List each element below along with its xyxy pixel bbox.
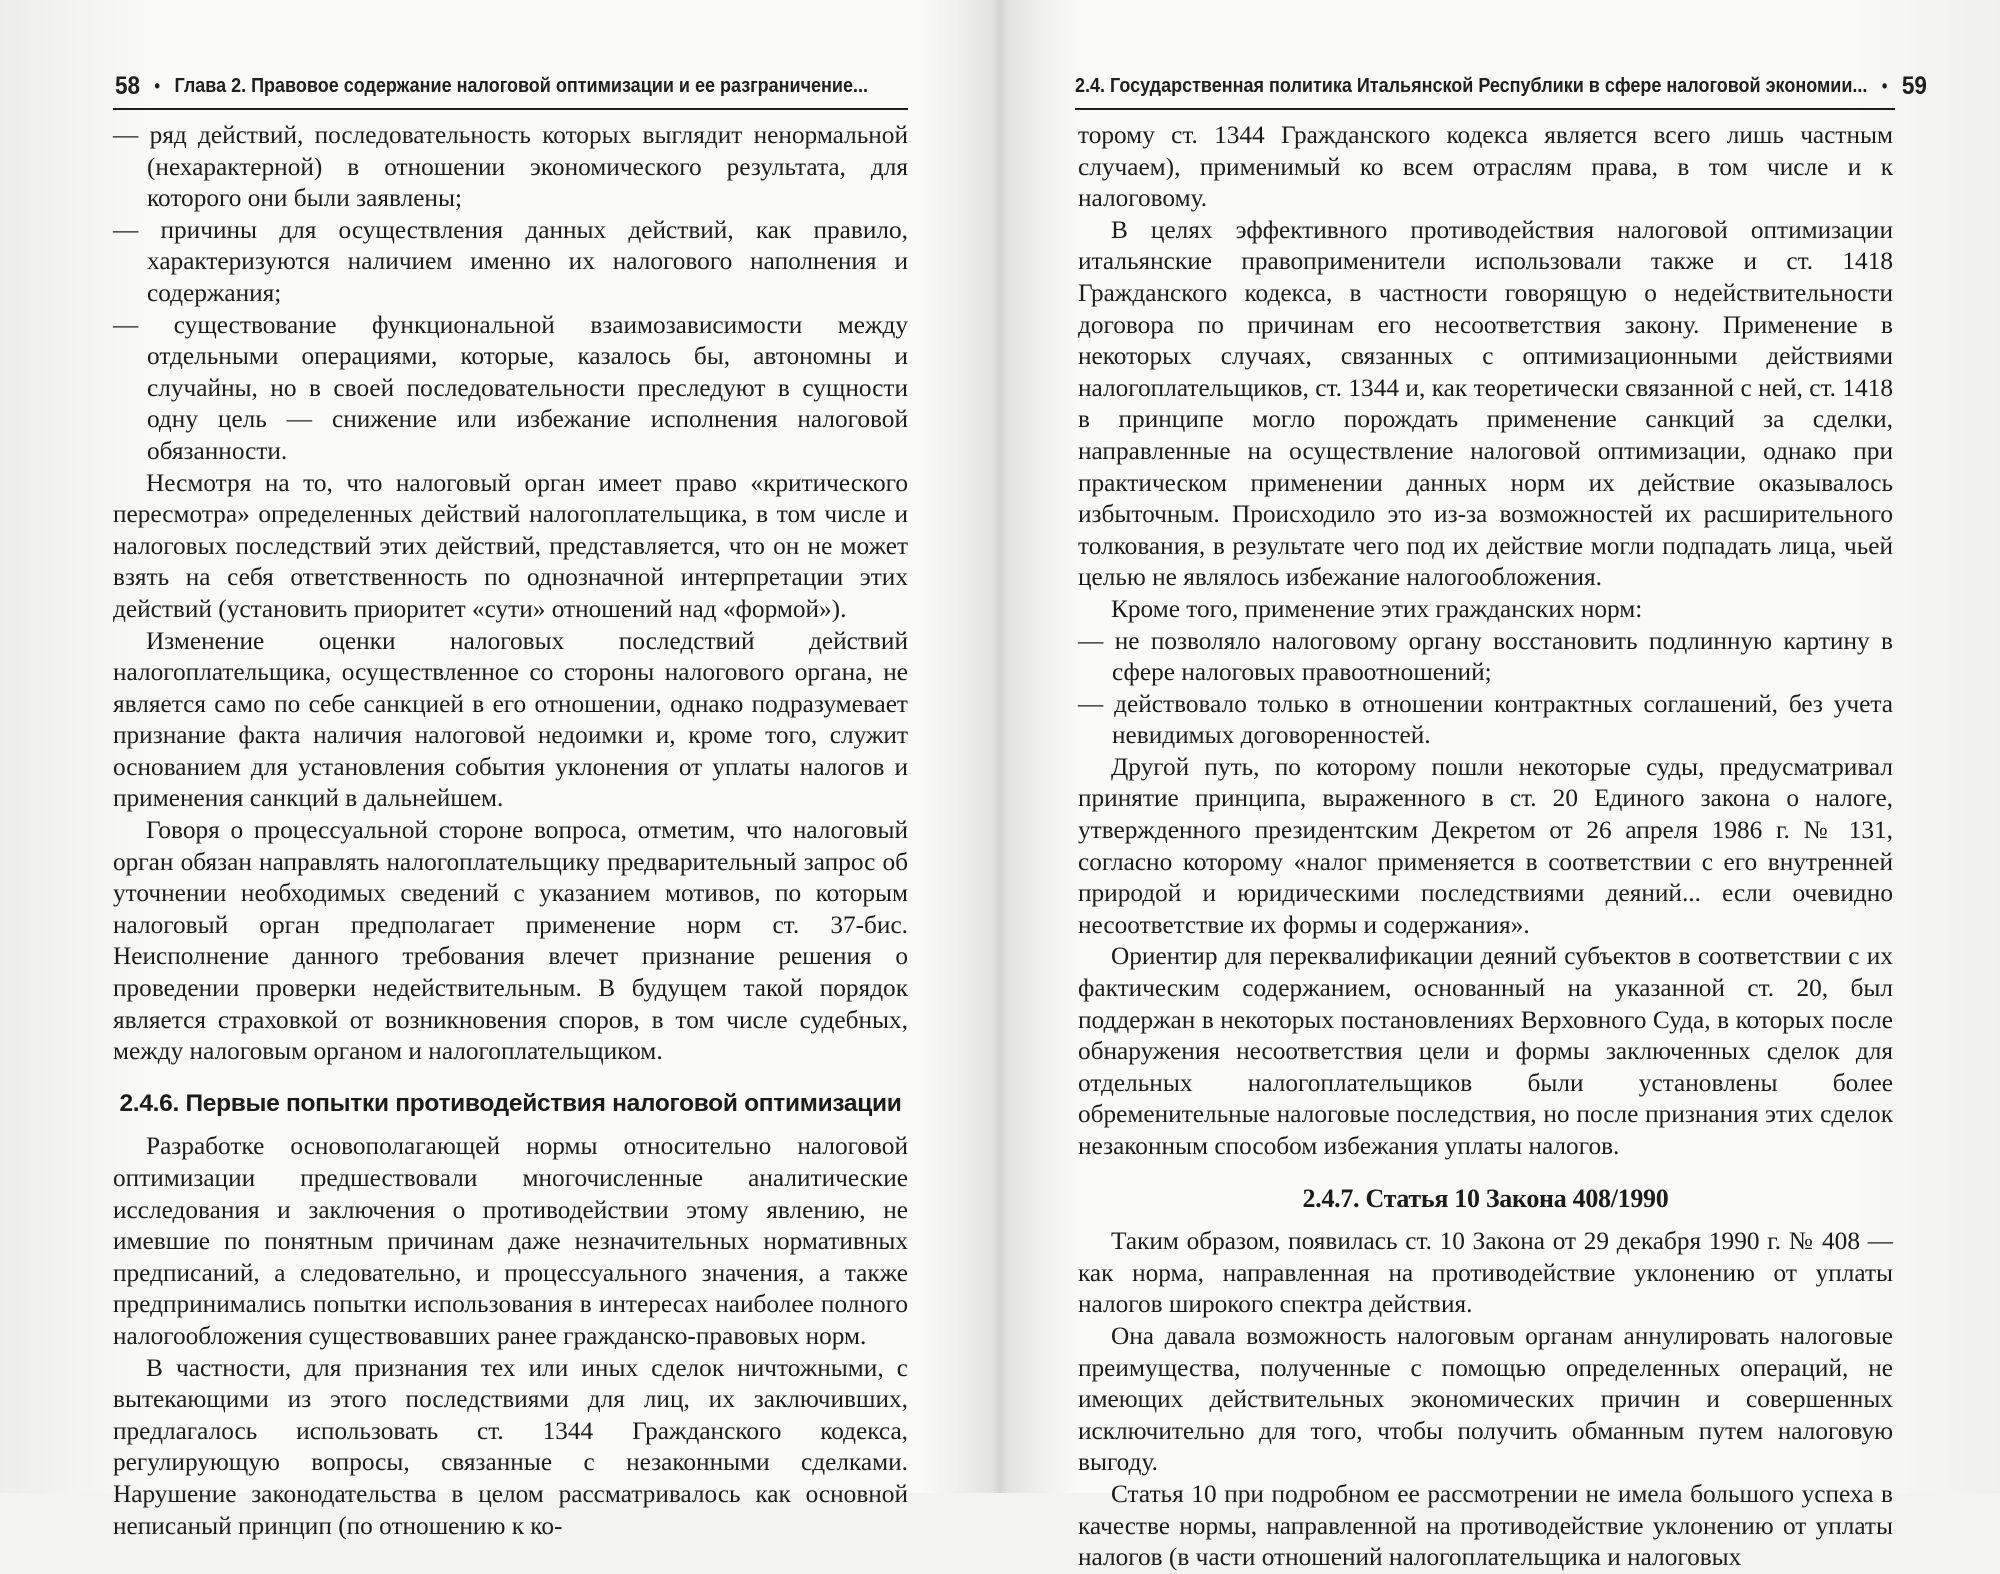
paragraph: В целях эффективного противодействия налоговой оптимизации итальянские правоприменители использовали также и ст. 1418 Гражданского кодекса, в частности говорящую о недействительности договора по причинам его несоответствия закону. Применение в некоторых случаях, связанных с оптимизационными действиями налогоплательщиков, ст. 1344 и, как теоретически связанной с ней, ст. 1418 в принципе могло порождать применение санкций за сделки, направленные на осуществление налоговой оптимизации, однако при практическом применении данных норм их действие оказывалось избыточным. Происходило это из-за возможностей их расширительного толкования, в результате чего под их действие могли подпадать лица, чьей целью не являлось избежание налогообложения. <box>1078 215 1893 592</box>
separator-dot: • <box>154 75 161 96</box>
left-body <box>113 120 908 1542</box>
dash-item: — причины для осуществления данных действий, как правило, характеризуются наличием именно их налогового наполнения и содержания; <box>113 215 908 307</box>
left-chapter-title: Глава 2. Правовое содержание налоговой оптимизации и ее разграничение... <box>174 74 869 97</box>
left-page-number: 58 <box>115 71 141 100</box>
paragraph: Статья 10 при подробном ее рассмотрении не имела большого успеха в качестве нормы, направленной на противодействие уклонению от уплаты налогов (в части отношений налогоплательщика и налоговых <box>1078 1479 1893 1572</box>
right-page <box>1000 0 2000 1572</box>
right-body <box>1078 120 1893 1574</box>
paragraph: Таким образом, появилась ст. 10 Закона от 29 декабря 1990 г. № 408 — как норма, направленная на противодействие уклонению от уплаты налогов широкого спектра действия. <box>1078 1227 1893 1319</box>
dash-item: — не позволяло налоговому органу восстановить подлинную картину в сфере налоговых правоотношений; <box>1078 626 1893 687</box>
paragraph: Несмотря на то, что налоговый орган имеет право «критического пересмотра» определенных действий налогоплательщика, в том числе и налоговых последствий этих действий, представляется, что он не может взять на себя ответственность по однозначной интерпретации этих действий (установить приоритет «сути» отношений над «формой»). <box>113 468 908 623</box>
dash-item: — ряд действий, последовательность которых выглядит ненормальной (нехарактерной) в отношении экономического результата, для которого они были заявлены; <box>113 121 908 213</box>
paragraph: Другой путь, по которому пошли некоторые суды, предусматривал принятие принципа, выраженного в ст. 20 Единого закона о налоге, утвержденного президентским Декретом от 26 апреля 1986 г. № 131, согласно которому «налог применяется в соответствии с его внутренней природой и юридическими последствиями деяний... если очевидно несоответствие их формы и содержания». <box>1078 752 1893 939</box>
separator-dot: • <box>1881 75 1888 96</box>
paragraph: Она давала возможность налоговым органам аннулировать налоговые преимущества, полученные с помощью определенных операций, не имеющих действительных экономических причин и совершенных исключительно для того, чтобы получить обманным путем налоговую выгоду. <box>1078 1321 1893 1477</box>
section-heading-2-4-6: 2.4.6. Первые попытки противодействия налоговой оптимизации <box>119 1089 902 1117</box>
paragraph: Говоря о процессуальной стороне вопроса, отметим, что налоговый орган обязан направлять налогоплательщику предварительный запрос об уточнении необходимых сведений с указанием мотивов, по которым налоговый орган предполагает применение норм ст. 37-бис. Неисполнение данного требования влечет признание решения о проведении проверки недействительным. В будущем такой порядок является страховкой от возникновения споров, в том числе судебных, между налоговым органом и налогоплательщиком. <box>113 816 908 1066</box>
dash-item: — действовало только в отношении контрактных соглашений, без учета невидимых договоренностей. <box>1078 689 1893 750</box>
paragraph: Разработке основополагающей нормы относительно налоговой оптимизации предшествовали многочисленные аналитические исследования и заключения о противодействии этому явлению, не имевшие по понятным причинам даже незначительных нормативных предписаний, а следовательно, и процессуального значения, а также предпринимались попытки использования в интересах наиболее полного налогообложения существовавших ранее гражданско-правовых норм. <box>113 1132 908 1350</box>
dash-item: — существование функциональной взаимозависимости между отдельными операциями, которые, казалось бы, автономны и случайны, но в своей последовательности преследуют в сущности одну цель — снижение или избежание исполнения налоговой обязанности. <box>113 310 908 465</box>
left-page <box>0 0 1000 1540</box>
right-section-title: 2.4. Государственная политика Итальянской Республики в сфере налоговой экономии... <box>1075 74 1868 97</box>
right-header-rule <box>1075 108 1895 110</box>
right-page-number: 59 <box>1901 71 1927 100</box>
paragraph: торому ст. 1344 Гражданского кодекса является всего лишь частным случаем), применимый ко всем отраслям права, в том числе и к налоговому. <box>1078 121 1893 213</box>
paragraph: Изменение оценки налоговых последствий действий налогоплательщика, осуществленное со стороны налогового органа, не является само по себе санкцией в его отношении, однако подразумевает признание факта наличия налоговой недоимки и, кроме того, служит основанием для установления события уклонения от уплаты налогов и применения санкций в дальнейшем. <box>113 626 908 813</box>
left-header-rule <box>113 108 908 110</box>
section-heading-2-4-7: 2.4.7. Статья 10 Закона 408/1990 <box>1302 1183 1669 1213</box>
paragraph: Ориентир для переквалификации деяний субъектов в соответствии с их фактическим содержанием, основанный на указанной ст. 20, был поддержан в некоторых постановлениях Верховного Суда, в которых после обнаружения несоответствия цели и формы заключенных сделок для отдельных налогоплательщиков были установлены более обременительные налоговые последствия, но после признания этих сделок незаконным способом избежания уплаты налогов. <box>1078 942 1893 1160</box>
paragraph: В частности, для признания тех или иных сделок ничтожными, с вытекающими из этого последствиями для лиц, их заключивших, предлагалось использовать ст. 1344 Гражданского кодекса, регулирующую вопросы, связанные с незаконными сделками. Нарушение законодательства в целом рассматривалось как основной неписаный принцип (по отношению к ко- <box>113 1353 908 1540</box>
right-running-head <box>1075 66 1927 106</box>
left-running-head <box>115 66 907 106</box>
paragraph: Кроме того, применение этих гражданских норм: <box>1111 594 1643 623</box>
